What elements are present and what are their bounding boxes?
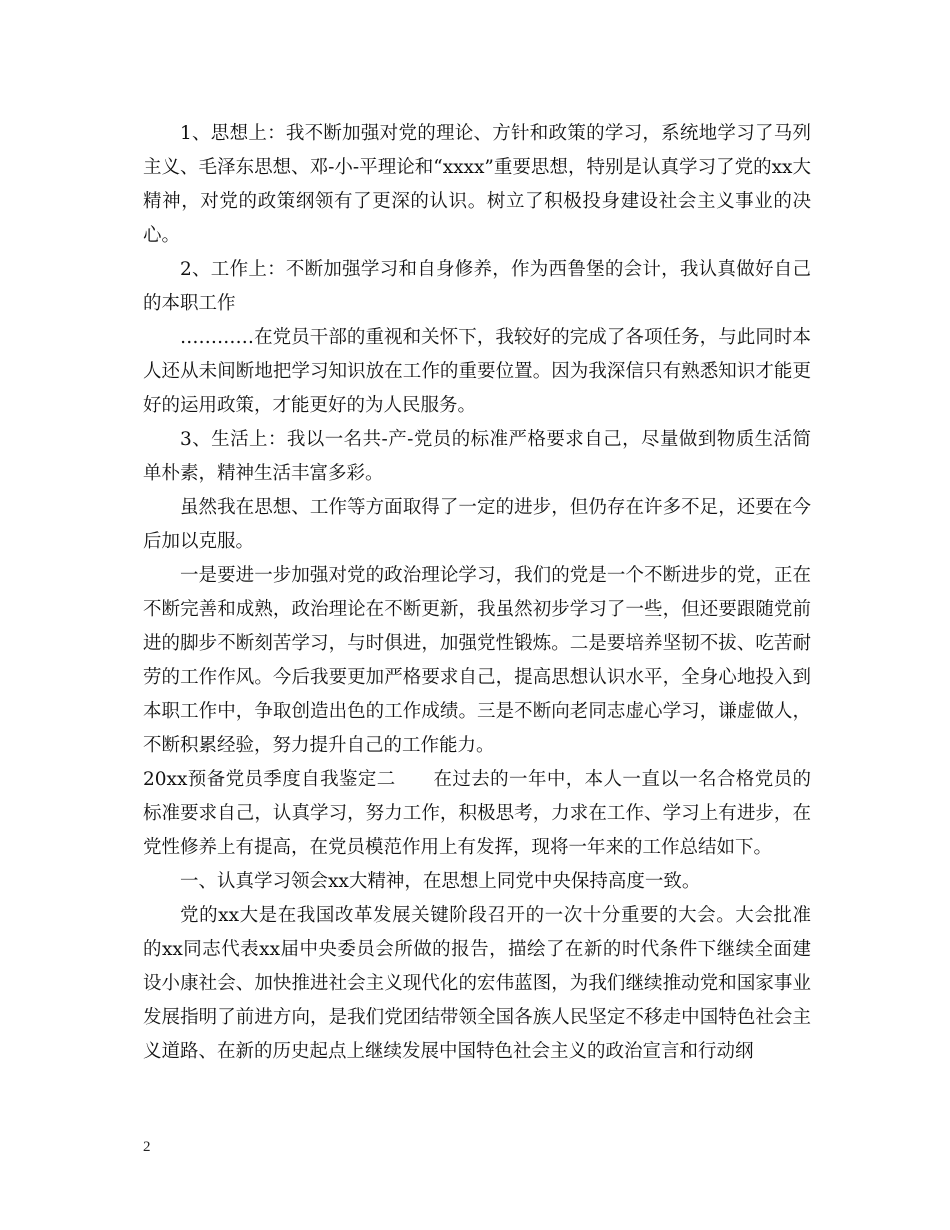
page-number: 2 — [143, 1139, 151, 1155]
paragraph-section-two-intro: 20xx预备党员季度自我鉴定二 在过去的一年中，本人一直以一名合格党员的标准要求自己，认真学习，努力工作，积极思考，力求在工作、学习上有进步，在党性修养上有提高，在党员模范作用上有发挥，现将一年来的工作总结如下。 — [143, 769, 811, 858]
paragraph-life: 3、生活上：我以一名共-产-党员的标准严格要求自己，尽量做到物质生活简单朴素，精神生活丰富多彩。 — [143, 429, 811, 484]
paragraph-section-heading: 一、认真学习领会xx大精神，在思想上同党中央保持高度一致。 — [180, 871, 701, 892]
paragraph-shortcomings: 虽然我在思想、工作等方面取得了一定的进步，但仍存在许多不足，还要在今后加以克服。 — [143, 497, 811, 552]
paragraph-improvements: 一是要进一步加强对党的政治理论学习，我们的党是一个不断进步的党，正在不断完善和成熟，政治理论在不断更新，我虽然初步学习了一些，但还要跟随党前进的脚步不断刻苦学习，与时俱进，加强党性锻炼。二是要培养坚韧不拔、吃苦耐劳的工作作风。今后我要更加严格要求自己，提高思想认识水平，全身心地投入到本职工作中，争取创造出色的工作成绩。三是不断向老同志虚心学习，谦虚做人，不断积累经验，努力提升自己的工作能力。 — [143, 565, 811, 756]
paragraph-work-continued: …………在党员干部的重视和关怀下，我较好的完成了各项任务，与此同时本人还从未间断地把学习知识放在工作的重要位置。因为我深信只有熟悉知识才能更好的运用政策，才能更好的为人民服务。 — [143, 327, 811, 416]
document-body — [143, 117, 811, 1069]
paragraph-thought: 1、思想上：我不断加强对党的理论、方针和政策的学习，系统地学习了马列主义、毛泽东思想、邓-小-平理论和“xxxx”重要思想，特别是认真学习了党的xx大精神，对党的政策纲领有了更深的认识。树立了积极投身建设社会主义事业的决心。 — [143, 123, 811, 246]
paragraph-congress: 党的xx大是在我国改革发展关键阶段召开的一次十分重要的大会。大会批准的xx同志代表xx届中央委员会所做的报告，描绘了在新的时代条件下继续全面建设小康社会、加快推进社会主义现代化的宏伟蓝图，为我们继续推动党和国家事业发展指明了前进方向，是我们党团结带领全国各族人民坚定不移走中国特色社会主义道路、在新的历史起点上继续发展中国特色社会主义的政治宣言和行动纲 — [143, 905, 811, 1062]
paragraph-work: 2、工作上：不断加强学习和自身修养，作为西鲁堡的会计，我认真做好自己的本职工作 — [143, 259, 811, 314]
